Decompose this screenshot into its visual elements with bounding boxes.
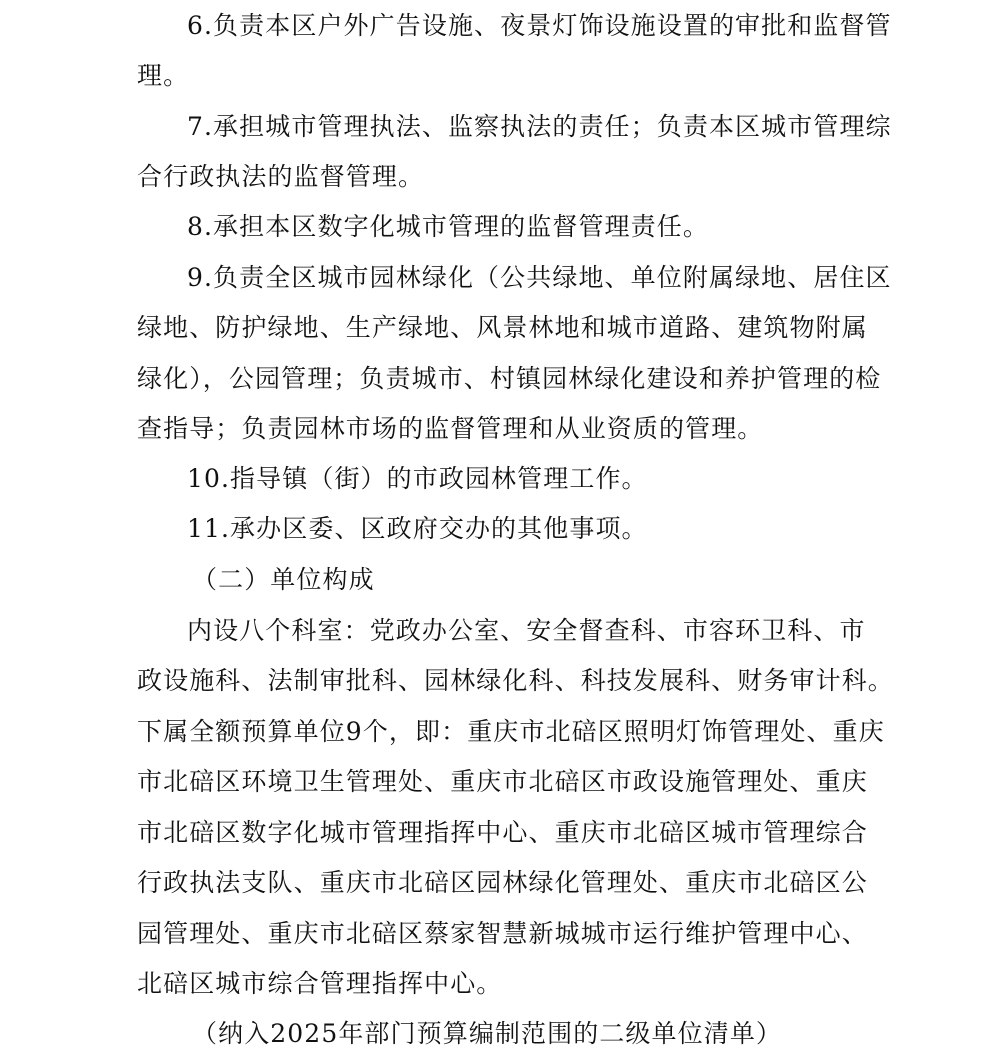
paragraph-line-org-3: 下属全额预算单位9个，即：重庆市北碚区照明灯饰管理处、重庆 xyxy=(137,717,885,746)
paragraph-line-org-5: 市北碚区数字化城市管理指挥中心、重庆市北碚区城市管理综合 xyxy=(137,818,868,847)
paragraph-line-org-1: 内设八个科室：党政办公室、安全督查科、市容环卫科、市 xyxy=(187,616,866,645)
paragraph-line-org-4: 市北碚区环境卫生管理处、重庆市北碚区市政设施管理处、重庆 xyxy=(137,767,868,796)
paragraph-line-org-6: 行政执法支队、重庆市北碚区园林绿化管理处、重庆市北碚区公 xyxy=(137,868,868,897)
paragraph-line-item-9-cont3: 查指导；负责园林市场的监督管理和从业资质的管理。 xyxy=(137,414,764,443)
paragraph-line-org-7: 园管理处、重庆市北碚区蔡家智慧新城城市运行维护管理中心、 xyxy=(137,919,868,948)
paragraph-line-item-7-cont: 合行政执法的监督管理。 xyxy=(137,162,425,191)
paragraph-line-item-9-cont2: 绿化），公园管理；负责城市、村镇园林绿化建设和养护管理的检 xyxy=(137,364,882,393)
table-caption: （纳入2025年部门预算编制范围的二级单位清单） xyxy=(192,1019,783,1048)
section-heading: （二）单位构成 xyxy=(192,565,375,594)
paragraph-line-item-7: 7.承担城市管理执法、监察执法的责任；负责本区城市管理综 xyxy=(187,112,892,141)
paragraph-line-item-6: 6.负责本区户外广告设施、夜景灯饰设施设置的审批和监督管 xyxy=(187,11,892,40)
paragraph-line-item-11: 11.承办区委、区政府交办的其他事项。 xyxy=(187,514,648,543)
paragraph-line-item-9-cont1: 绿地、防护绿地、生产绿地、风景林地和城市道路、建筑物附属 xyxy=(137,313,868,342)
paragraph-line-item-8: 8.承担本区数字化城市管理的监督管理责任。 xyxy=(187,212,709,241)
paragraph-line-item-6-cont: 理。 xyxy=(137,61,190,90)
paragraph-line-org-8: 北碚区城市综合管理指挥中心。 xyxy=(137,969,503,998)
paragraph-line-org-2: 政设施科、法制审批科、园林绿化科、科技发展科、财务审计科。 xyxy=(137,666,894,695)
paragraph-line-item-9: 9.负责全区城市园林绿化（公共绿地、单位附属绿地、居住区 xyxy=(187,263,892,292)
paragraph-line-item-10: 10.指导镇（街）的市政园林管理工作。 xyxy=(187,464,648,493)
